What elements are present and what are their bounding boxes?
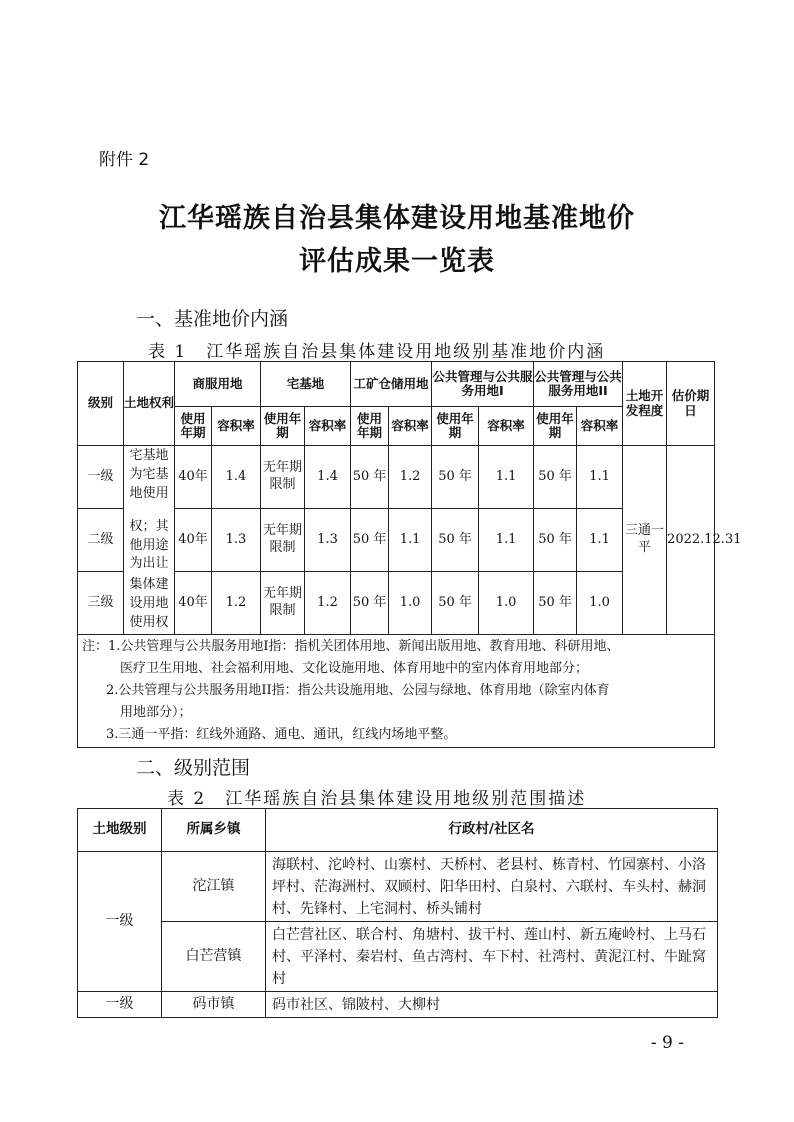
rights-line: 为宅基 <box>129 467 169 483</box>
header-rights: 土地权利 <box>124 362 175 446</box>
villages-cell: 海联村、沱岭村、山寨村、天桥村、老县村、栋青村、竹园寨村、小洛坪村、茫海洲村、双顾村、阳华田村、白泉村、六联村、车头村、赫洞村、先锋村、上宅洞村、桥头铺村 <box>266 852 718 922</box>
residential-far: 1.2 <box>305 572 351 635</box>
public1-years: 50 年 <box>432 572 479 635</box>
section2-heading: 二、级别范围 <box>136 757 251 779</box>
note-line: 用地部分）； <box>120 705 192 720</box>
public1-far: 1.0 <box>479 572 534 635</box>
industrial-years: 50 年 <box>351 446 389 509</box>
township-cell: 码市镇 <box>162 992 266 1018</box>
villages-cell: 白芒营社区、联合村、角塘村、拔干村、莲山村、新五庵岭村、上马石村、平泽村、秦岩村、鱼古湾村、车下村、社湾村、黄泥江村、牛趾窝村 <box>266 922 718 992</box>
header-public1: 公共管理与公共服务用地I <box>432 362 534 407</box>
public2-far: 1.1 <box>577 509 623 572</box>
public2-years: 50 年 <box>534 509 577 572</box>
residential-far: 1.4 <box>305 446 351 509</box>
rights-line: 他用途 <box>129 537 169 553</box>
header-land-grade: 土地级别 <box>78 809 162 852</box>
industrial-years: 50 年 <box>351 509 389 572</box>
commercial-years: 40年 <box>175 509 212 572</box>
public2-far: 1.1 <box>577 446 623 509</box>
header-commercial: 商服用地 <box>175 362 261 407</box>
subheader-use-years: 使用年期 <box>534 407 577 446</box>
note-line: 注：1.公共管理与公共服务用地I指：指机关团体用地、新闻出版用地、教育用地、科研用地、 <box>82 639 620 654</box>
header-residential: 宅基地 <box>261 362 351 407</box>
table-row <box>78 922 718 992</box>
public1-years: 50 年 <box>432 509 479 572</box>
table2-caption: 表 2 江华瑶族自治县集体建设用地级别范围描述 <box>167 789 587 809</box>
grade-cell: 三级 <box>78 572 124 635</box>
township-cell: 白芒营镇 <box>162 922 266 992</box>
header-grade: 级别 <box>78 362 124 446</box>
subheader-use-years: 使用年期 <box>351 407 389 446</box>
residential-years: 无年期限制 <box>261 446 305 509</box>
note-line: 医疗卫生用地、社会福利用地、文化设施用地、体育用地中的室内体育用地部分； <box>120 661 589 676</box>
grade-cell: 一级 <box>78 446 124 509</box>
valuation-date-cell: 2022.12.31 <box>667 446 715 635</box>
public1-far: 1.1 <box>479 509 534 572</box>
subheader-far: 容积率 <box>577 407 623 446</box>
subheader-far: 容积率 <box>479 407 534 446</box>
attachment-label: 附件 2 <box>99 150 150 170</box>
public2-years: 50 年 <box>534 446 577 509</box>
note-line: 2.公共管理与公共服务用地II指：指公共设施用地、公园与绿地、体育用地（除室内体育 <box>106 683 610 698</box>
table-row <box>78 992 718 1018</box>
header-industrial: 工矿仓储用地 <box>351 362 432 407</box>
public1-years: 50 年 <box>432 446 479 509</box>
public1-far: 1.1 <box>479 446 534 509</box>
note-line: 3.三通一平指：红线外通路、通电、通讯，红线内场地平整。 <box>106 727 457 742</box>
commercial-far: 1.3 <box>212 509 261 572</box>
document-title-line1: 江华瑶族自治县集体建设用地基准地价 <box>159 203 635 234</box>
rights-line: 设用地 <box>129 596 169 612</box>
table-row <box>78 852 718 922</box>
table1-caption: 表 1 江华瑶族自治县集体建设用地级别基准地价内涵 <box>148 342 606 362</box>
header-valuation-date: 估价期日 <box>667 362 715 446</box>
industrial-far: 1.2 <box>389 446 432 509</box>
villages-cell: 码市社区、锦陂村、大柳村 <box>266 992 718 1018</box>
subheader-use-years: 使用年期 <box>432 407 479 446</box>
section1-heading: 一、基准地价内涵 <box>136 308 289 330</box>
document-title-line2: 评估成果一览表 <box>299 246 495 277</box>
industrial-far: 1.1 <box>389 509 432 572</box>
page-number: - 9 - <box>650 1033 684 1053</box>
commercial-years: 40年 <box>175 572 212 635</box>
development-cell: 三通一平 <box>623 446 667 635</box>
subheader-far: 容积率 <box>389 407 432 446</box>
rights-line: 使用权 <box>129 614 169 630</box>
rights-line: 集体建 <box>129 577 169 593</box>
industrial-years: 50 年 <box>351 572 389 635</box>
grade-cell: 二级 <box>78 509 124 572</box>
residential-years: 无年期限制 <box>261 572 305 635</box>
residential-years: 无年期限制 <box>261 509 305 572</box>
grade-cell: 一级 <box>78 992 162 1018</box>
subheader-far: 容积率 <box>305 407 351 446</box>
township-cell: 沱江镇 <box>162 852 266 922</box>
public2-years: 50 年 <box>534 572 577 635</box>
rights-line: 权；其 <box>129 518 169 534</box>
public2-far: 1.0 <box>577 572 623 635</box>
header-development: 土地开发程度 <box>623 362 667 446</box>
residential-far: 1.3 <box>305 509 351 572</box>
subheader-use-years: 使用年期 <box>261 407 305 446</box>
header-villages: 行政村/社区名 <box>266 809 718 852</box>
grade-scope-table <box>77 808 718 1018</box>
commercial-far: 1.4 <box>212 446 261 509</box>
industrial-far: 1.0 <box>389 572 432 635</box>
commercial-years: 40年 <box>175 446 212 509</box>
subheader-far: 容积率 <box>212 407 261 446</box>
subheader-use-years: 使用年期 <box>175 407 212 446</box>
rights-line: 为出让 <box>129 556 169 572</box>
commercial-far: 1.2 <box>212 572 261 635</box>
header-township: 所属乡镇 <box>162 809 266 852</box>
grade-cell: 一级 <box>78 852 162 992</box>
rights-line: 地使用 <box>129 485 169 501</box>
header-public2: 公共管理与公共服务用地II <box>534 362 623 407</box>
rights-line: 宅基地 <box>129 448 169 464</box>
